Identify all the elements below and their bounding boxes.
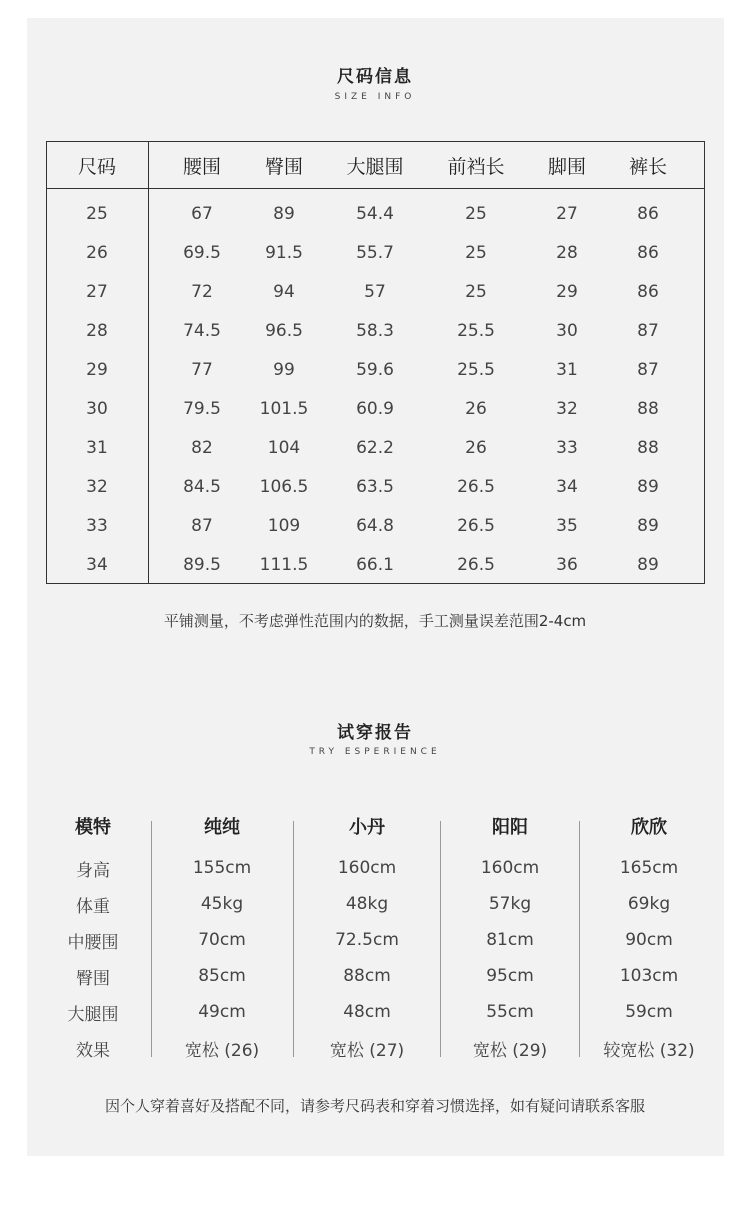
- table-cell: 59cm: [625, 1002, 673, 1022]
- table-cell: 62.2: [356, 437, 394, 458]
- table-cell: 效果: [76, 1040, 110, 1061]
- table-cell: 57: [364, 281, 386, 302]
- header-thigh: 大腿围: [346, 155, 404, 178]
- table-cell: 89: [637, 476, 659, 497]
- header-model: 模特: [75, 817, 111, 838]
- table-cell: 26: [465, 437, 487, 458]
- table-cell: 28: [556, 242, 578, 263]
- table-cell: 48kg: [345, 894, 389, 914]
- table-cell: 身高: [76, 860, 110, 881]
- table-cell: 26.5: [457, 554, 495, 575]
- table-cell: 64.8: [356, 515, 394, 536]
- table-cell: 89: [273, 203, 295, 224]
- table-cell: 58.3: [356, 320, 394, 341]
- table-cell: 70cm: [198, 930, 246, 950]
- table-cell: 90cm: [625, 930, 673, 950]
- table-cell: 81cm: [486, 930, 534, 950]
- table-cell: 87: [637, 320, 659, 341]
- table-cell: 中腰围: [67, 932, 119, 953]
- size-note: 平铺测量，不考虑弹性范围内的数据，手工测量误差范围2-4cm: [163, 612, 587, 630]
- table-cell: 54.4: [356, 203, 394, 224]
- table-cell: 109: [267, 515, 301, 536]
- table-cell: 89.5: [183, 554, 221, 575]
- table-cell: 33: [556, 437, 578, 458]
- table-cell: 34: [556, 476, 578, 497]
- table-cell: 86: [637, 281, 659, 302]
- table-cell: 72.5cm: [335, 930, 399, 950]
- table-cell: 49cm: [198, 1002, 246, 1022]
- table-cell: 160cm: [337, 858, 397, 878]
- table-cell: 36: [556, 554, 578, 575]
- table-cell: 84.5: [183, 476, 221, 497]
- table-cell: 88: [637, 398, 659, 419]
- table-cell: 111.5: [259, 554, 309, 575]
- table-cell: 57kg: [488, 894, 532, 914]
- header-front-rise: 前裆长: [447, 155, 505, 178]
- table-cell: 宽松 (26): [184, 1040, 260, 1061]
- table-cell: 94: [273, 281, 295, 302]
- table-cell: 95cm: [486, 966, 534, 986]
- table-cell: 87: [637, 359, 659, 380]
- table-cell: 31: [86, 437, 108, 458]
- table-cell: 宽松 (29): [472, 1040, 548, 1061]
- table-cell: 77: [191, 359, 213, 380]
- table-cell: 89: [637, 554, 659, 575]
- header-length: 裤长: [628, 155, 668, 178]
- table-row: [47, 233, 704, 272]
- table-cell: 26: [86, 242, 108, 263]
- table-cell: 宽松 (27): [329, 1040, 405, 1061]
- header-leg-opening: 脚围: [547, 155, 587, 178]
- table-row: [47, 428, 704, 467]
- table-cell: 30: [86, 398, 108, 419]
- table-cell: 87: [191, 515, 213, 536]
- table-cell: 63.5: [356, 476, 394, 497]
- table-cell: 26.5: [457, 515, 495, 536]
- table-row: [47, 272, 704, 311]
- table-cell: 101.5: [259, 398, 309, 419]
- table-cell: 28: [86, 320, 108, 341]
- table-cell: 25: [465, 242, 487, 263]
- table-cell: 34: [86, 554, 108, 575]
- table-row: [47, 350, 704, 389]
- table-row: [0, 994, 750, 1030]
- table-cell: 82: [191, 437, 213, 458]
- table-cell: 79.5: [183, 398, 221, 419]
- table-row: [0, 886, 750, 922]
- table-cell: 55cm: [486, 1002, 534, 1022]
- table-row: [47, 194, 704, 233]
- table-row: [47, 389, 704, 428]
- table-cell: 33: [86, 515, 108, 536]
- table-cell: 106.5: [259, 476, 309, 497]
- table-cell: 165cm: [619, 858, 679, 878]
- header-size: 尺码: [77, 155, 117, 178]
- table-row: [0, 850, 750, 886]
- header-waist: 腰围: [182, 155, 222, 178]
- size-table-header: [47, 142, 704, 188]
- table-cell: 31: [556, 359, 578, 380]
- table-cell: 25.5: [457, 320, 495, 341]
- table-cell: 86: [637, 242, 659, 263]
- table-cell: 69.5: [183, 242, 221, 263]
- table-cell: 88cm: [343, 966, 391, 986]
- table-cell: 69kg: [627, 894, 671, 914]
- table-cell: 55.7: [356, 242, 394, 263]
- table-cell: 89: [637, 515, 659, 536]
- try-table: [0, 808, 750, 1061]
- table-cell: 25: [465, 281, 487, 302]
- table-cell: 臀围: [76, 968, 110, 989]
- table-cell: 32: [86, 476, 108, 497]
- table-row: [0, 958, 750, 994]
- table-cell: 26.5: [457, 476, 495, 497]
- size-info-title: 尺码信息: [337, 67, 413, 87]
- table-cell: 103cm: [619, 966, 679, 986]
- table-row: [47, 467, 704, 506]
- table-cell: 74.5: [183, 320, 221, 341]
- table-cell: 85cm: [198, 966, 246, 986]
- table-cell: 160cm: [480, 858, 540, 878]
- table-cell: 30: [556, 320, 578, 341]
- table-row: [0, 1030, 750, 1066]
- table-row: [47, 506, 704, 545]
- table-cell: 66.1: [356, 554, 394, 575]
- table-cell: 32: [556, 398, 578, 419]
- try-table-header: [0, 808, 750, 844]
- table-cell: 60.9: [356, 398, 394, 419]
- table-cell: 88: [637, 437, 659, 458]
- size-info-subtitle: SIZE INFO: [334, 92, 416, 102]
- table-cell: 29: [86, 359, 108, 380]
- header-model-2: 小丹: [349, 817, 385, 838]
- table-cell: 大腿围: [67, 1004, 119, 1025]
- header-model-4: 欣欣: [631, 817, 667, 838]
- header-model-1: 纯纯: [204, 817, 240, 838]
- table-cell: 48cm: [343, 1002, 391, 1022]
- table-cell: 67: [191, 203, 213, 224]
- table-cell: 86: [637, 203, 659, 224]
- try-note: 因个人穿着喜好及搭配不同，请参考尺码表和穿着习惯选择，如有疑问请联系客服: [104, 1097, 645, 1115]
- table-cell: 27: [86, 281, 108, 302]
- table-cell: 91.5: [265, 242, 303, 263]
- table-cell: 59.6: [356, 359, 394, 380]
- table-cell: 25: [86, 203, 108, 224]
- table-cell: 29: [556, 281, 578, 302]
- table-cell: 96.5: [265, 320, 303, 341]
- header-model-3: 阳阳: [492, 817, 528, 838]
- table-cell: 26: [465, 398, 487, 419]
- try-report-title: 试穿报告: [337, 723, 413, 743]
- table-cell: 25: [465, 203, 487, 224]
- table-row: [0, 922, 750, 958]
- table-cell: 较宽松 (32): [603, 1040, 695, 1061]
- table-cell: 45kg: [200, 894, 244, 914]
- table-cell: 155cm: [192, 858, 252, 878]
- table-cell: 27: [556, 203, 578, 224]
- table-cell: 104: [267, 437, 301, 458]
- table-cell: 35: [556, 515, 578, 536]
- header-hip: 臀围: [264, 155, 304, 178]
- table-row: [47, 545, 704, 584]
- table-row: [47, 311, 704, 350]
- table-cell: 72: [191, 281, 213, 302]
- size-table: [46, 141, 705, 584]
- table-cell: 99: [273, 359, 295, 380]
- table-cell: 体重: [76, 896, 110, 917]
- header-divider: [47, 188, 704, 189]
- table-cell: 25.5: [457, 359, 495, 380]
- try-report-subtitle: TRY ESPERIENCE: [309, 747, 441, 757]
